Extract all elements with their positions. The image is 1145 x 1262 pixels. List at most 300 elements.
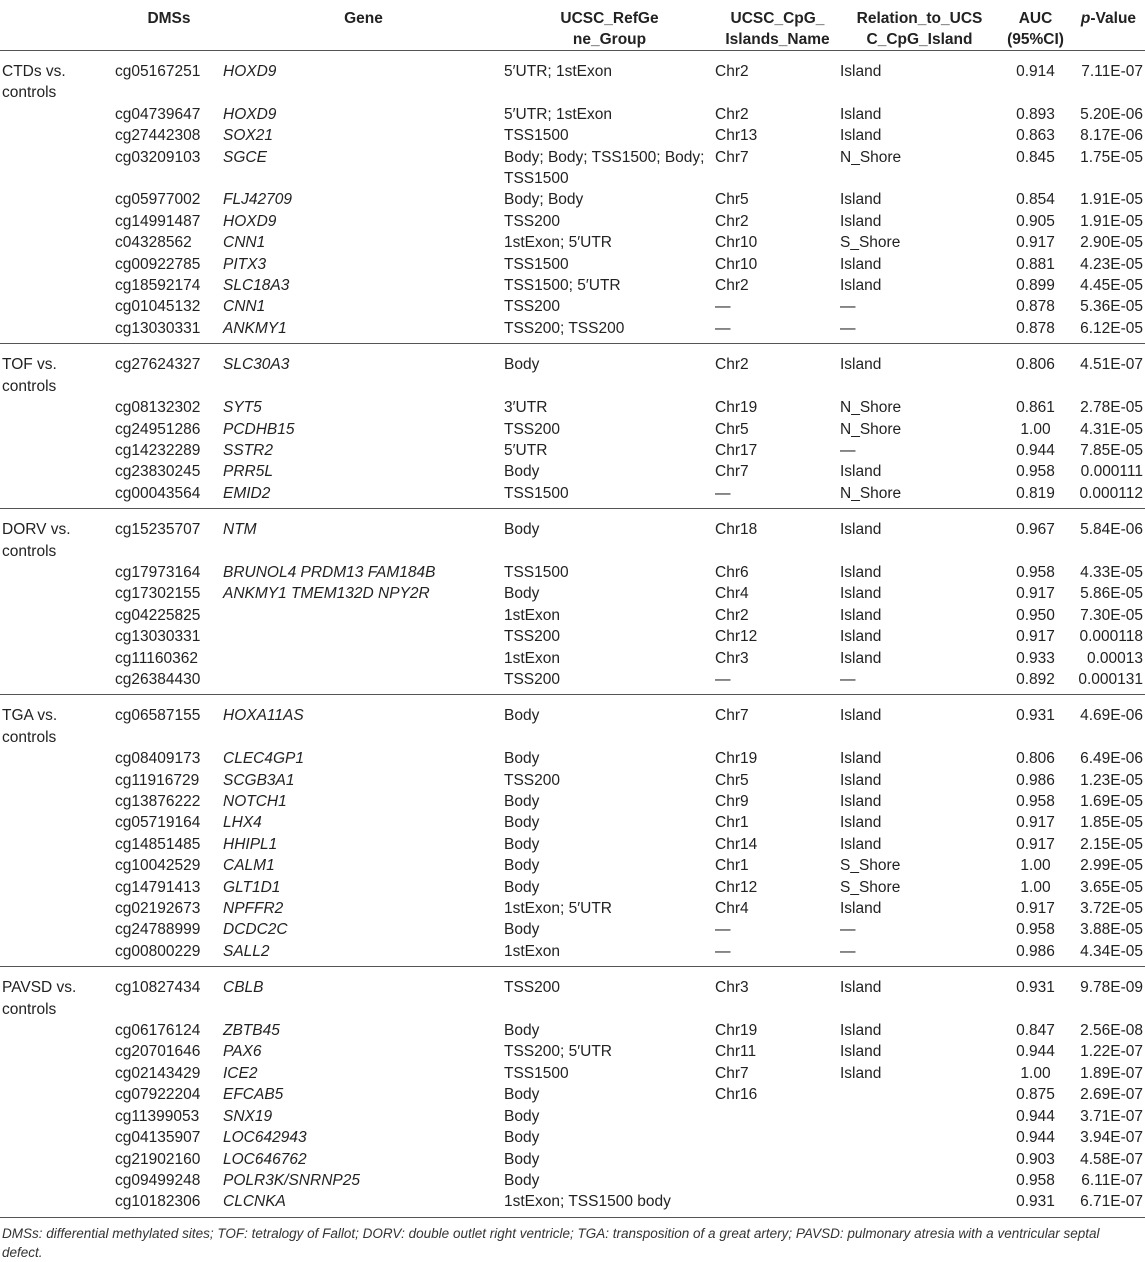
auc-value: 0.944: [1016, 1129, 1055, 1147]
cpg-island-name: Chr10: [715, 255, 758, 273]
refgene-group: Body; Body; TSS1500; Body; TSS1500: [504, 148, 705, 188]
auc-value: 0.914: [1016, 63, 1055, 80]
gene-name: CLCNKA: [223, 1193, 286, 1211]
island-relation: Island: [840, 750, 882, 768]
refgene-group: TSS200: [504, 298, 561, 316]
table-row: [0, 1170, 1145, 1191]
gene-name: CNN1: [223, 298, 266, 316]
dms-id: cg17973164: [115, 563, 201, 581]
cpg-island-name: —: [715, 319, 731, 337]
comparison-label: [0, 1149, 115, 1170]
cpg-island-name: Chr17: [715, 441, 758, 459]
gene-name: SNX19: [223, 1107, 273, 1125]
table-row: [0, 748, 1145, 769]
gene-name: NTM: [223, 521, 257, 539]
p-value: 1.89E-07: [1080, 1064, 1143, 1082]
p-value: 2.69E-07: [1080, 1086, 1143, 1104]
refgene-group: Body: [504, 1150, 540, 1168]
refgene-group: Body; Body: [504, 191, 584, 209]
auc-value: 0.903: [1016, 1150, 1055, 1168]
dms-id: cg06587155: [115, 707, 201, 725]
refgene-group: Body: [504, 1086, 540, 1104]
auc-value: 0.806: [1016, 750, 1055, 768]
island-relation: [840, 1106, 999, 1127]
comparison-label: [0, 583, 115, 604]
gene-name: SCGB3A1: [223, 771, 295, 789]
comparison-label: [0, 1191, 115, 1217]
table-row: [0, 211, 1145, 232]
auc-value: 0.931: [1016, 707, 1055, 725]
refgene-group: Body: [504, 814, 540, 832]
gene-name: HOXD9: [223, 105, 277, 123]
refgene-group: Body: [504, 1022, 540, 1040]
header-dms: DMSs: [147, 10, 191, 27]
refgene-group: Body: [504, 707, 540, 725]
comparison-label: [0, 562, 115, 583]
table-row: [0, 254, 1145, 275]
island-relation: Island: [840, 771, 882, 789]
cpg-island-name: Chr10: [715, 234, 758, 252]
dms-id: cg24788999: [115, 921, 201, 939]
auc-value: 0.917: [1016, 900, 1055, 918]
island-relation: N_Shore: [840, 148, 902, 166]
auc-value: 0.917: [1016, 835, 1055, 853]
auc-value: 0.958: [1016, 921, 1055, 939]
gene-name: POLR3K/SNRNP25: [223, 1171, 360, 1189]
dms-id: cg23830245: [115, 463, 201, 481]
table-row: [0, 344, 1145, 397]
table-row: [0, 1020, 1145, 1041]
table-row: [0, 419, 1145, 440]
cpg-island-name: Chr2: [715, 606, 749, 624]
island-relation: [840, 1127, 999, 1148]
island-relation: S_Shore: [840, 857, 901, 875]
gene-name: NOTCH1: [223, 793, 287, 810]
dms-id: cg27624327: [115, 356, 201, 374]
p-value: 2.99E-05: [1080, 857, 1143, 875]
cpg-island-name: Chr12: [715, 628, 758, 646]
dms-id: cg15235707: [115, 521, 201, 539]
island-relation: Island: [840, 835, 882, 853]
dms-id: cg26384430: [115, 670, 201, 688]
dms-id: cg11916729: [115, 771, 200, 789]
auc-value: 0.944: [1016, 1107, 1055, 1125]
table-row: [0, 1041, 1145, 1062]
refgene-group: TSS1500; 5′UTR: [504, 277, 621, 295]
island-relation: —: [840, 319, 856, 337]
refgene-group: TSS200: [504, 628, 561, 646]
table-row: [0, 877, 1145, 898]
comparison-label: [0, 791, 115, 812]
gene-name: DCDC2C: [223, 921, 288, 939]
table-row: [0, 1084, 1145, 1105]
island-relation: Island: [840, 1043, 882, 1061]
cpg-island-name: Chr16: [715, 1086, 758, 1104]
gene-name: ANKMY1 TMEM132D NPY2R: [223, 585, 430, 603]
table-row: [0, 770, 1145, 791]
comparison-label: [0, 648, 115, 669]
p-value: 4.58E-07: [1080, 1150, 1143, 1168]
gene-name: HOXD9: [223, 212, 277, 230]
cpg-island-name: —: [715, 921, 731, 939]
comparison-label: [0, 1170, 115, 1191]
p-value: 4.51E-07: [1080, 356, 1143, 374]
auc-value: 0.854: [1016, 191, 1055, 209]
p-value: 1.75E-05: [1080, 148, 1143, 166]
cpg-island-name: Chr7: [715, 148, 749, 166]
refgene-group: TSS1500: [504, 563, 569, 581]
refgene-group: 3′UTR: [504, 399, 548, 417]
island-relation: Island: [840, 356, 882, 374]
gene-name: CLEC4GP1: [223, 750, 304, 768]
cpg-island-name: —: [715, 670, 731, 688]
p-value: 1.91E-05: [1080, 191, 1143, 209]
refgene-group: Body: [504, 750, 540, 768]
dms-id: cg27442308: [115, 127, 201, 145]
island-relation: —: [840, 441, 856, 459]
dms-id: cg18592174: [115, 277, 201, 295]
table-row: [0, 1191, 1145, 1217]
p-value: 9.78E-09: [1080, 979, 1143, 997]
dms-id: cg14851485: [115, 835, 201, 853]
p-value: 2.15E-05: [1080, 835, 1143, 853]
comparison-label: [0, 748, 115, 769]
dms-id: cg05719164: [115, 814, 201, 832]
auc-value: 1.00: [1020, 878, 1051, 896]
auc-value: 0.847: [1016, 1022, 1055, 1040]
comparison-label: [0, 669, 115, 695]
cpg-island-name: Chr13: [715, 127, 758, 145]
gene-name: [223, 626, 504, 647]
p-value: 0.00013: [1086, 649, 1143, 667]
comparison-label: [0, 855, 115, 876]
refgene-group: TSS200: [504, 420, 561, 438]
table-row: [0, 51, 1145, 104]
cpg-island-name: Chr11: [715, 1043, 757, 1061]
p-value: 1.69E-05: [1080, 793, 1143, 810]
gene-name: PRR5L: [223, 463, 273, 481]
gene-name: CNN1: [223, 234, 266, 252]
refgene-group: Body: [504, 1107, 540, 1125]
comparison-label: [0, 147, 115, 190]
refgene-group: 1stExon; 5′UTR: [504, 900, 613, 918]
comparison-label: [0, 397, 115, 418]
table-row: [0, 605, 1145, 626]
comparison-group: [0, 509, 1145, 695]
auc-value: 0.967: [1016, 521, 1055, 539]
table-row: [0, 626, 1145, 647]
header-auc: AUC (95%CI): [1007, 10, 1064, 48]
cpg-island-name: Chr5: [715, 771, 749, 789]
island-relation: Island: [840, 463, 882, 481]
comparison-label: PAVSD vs. controls: [2, 979, 77, 1018]
refgene-group: Body: [504, 835, 540, 853]
dms-id: cg04739647: [115, 105, 201, 123]
dms-id: cg01045132: [115, 298, 201, 316]
cpg-island-name: Chr7: [715, 1064, 749, 1082]
cpg-island-name: Chr19: [715, 750, 758, 768]
header-p-value: p-Value: [1080, 10, 1137, 27]
table-row: [0, 919, 1145, 940]
p-value: 1.91E-05: [1080, 212, 1143, 230]
refgene-group: Body: [504, 878, 540, 896]
cpg-island-name: Chr7: [715, 707, 749, 725]
comparison-group: [0, 51, 1145, 344]
p-value: 0.000131: [1078, 670, 1143, 688]
table-row: [0, 834, 1145, 855]
dms-id: cg11160362: [115, 649, 199, 667]
comparison-label: [0, 104, 115, 125]
p-value: 4.34E-05: [1080, 942, 1143, 960]
cpg-island-name: Chr2: [715, 356, 749, 374]
island-relation: S_Shore: [840, 234, 901, 252]
table-row: [0, 104, 1145, 125]
refgene-group: TSS200; 5′UTR: [504, 1043, 613, 1061]
refgene-group: 1stExon: [504, 606, 561, 624]
comparison-group: [0, 344, 1145, 509]
gene-name: SLC18A3: [223, 277, 290, 295]
auc-value: 0.958: [1016, 1171, 1055, 1189]
dms-id: cg10042529: [115, 857, 201, 875]
p-value: 5.36E-05: [1080, 298, 1143, 316]
refgene-group: 1stExon: [504, 942, 561, 960]
island-relation: —: [840, 670, 856, 688]
comparison-label: [0, 605, 115, 626]
island-relation: [840, 1191, 999, 1217]
island-relation: [840, 1170, 999, 1191]
refgene-group: TSS1500: [504, 484, 569, 502]
comparison-label: [0, 211, 115, 232]
comparison-label: [0, 461, 115, 482]
auc-value: 0.986: [1016, 771, 1055, 789]
refgene-group: Body: [504, 857, 540, 875]
p-value: 3.94E-07: [1080, 1129, 1143, 1147]
island-relation: Island: [840, 1064, 882, 1082]
dms-id: cg02192673: [115, 900, 201, 918]
dms-id: cg14991487: [115, 212, 201, 230]
auc-value: 0.917: [1016, 234, 1055, 252]
island-relation: Island: [840, 1022, 882, 1040]
table-row: [0, 855, 1145, 876]
comparison-label: [0, 318, 115, 344]
table-row: [0, 232, 1145, 253]
gene-name: CBLB: [223, 979, 264, 997]
table-row: [0, 483, 1145, 509]
table-row: [0, 648, 1145, 669]
island-relation: N_Shore: [840, 484, 902, 502]
table-row: [0, 1127, 1145, 1148]
comparison-label: [0, 296, 115, 317]
p-value: 5.84E-06: [1080, 521, 1143, 539]
table-row: [0, 397, 1145, 418]
cpg-island-name: —: [715, 298, 731, 316]
table-row: [0, 695, 1145, 748]
refgene-group: Body: [504, 1129, 540, 1147]
auc-value: 0.917: [1016, 814, 1055, 832]
dms-id: cg00043564: [115, 484, 201, 502]
refgene-group: 5′UTR; 1stExon: [504, 63, 613, 80]
header-relation-to-island: Relation_to_UCS C_CpG_Island: [856, 10, 983, 48]
dms-id: cg00800229: [115, 942, 201, 960]
gene-name: HOXD9: [223, 63, 277, 80]
auc-value: 0.845: [1016, 148, 1055, 166]
cpg-island-name: Chr7: [715, 463, 749, 481]
refgene-group: Body: [504, 793, 540, 810]
island-relation: Island: [840, 563, 882, 581]
table-row: [0, 812, 1145, 833]
gene-name: SALL2: [223, 942, 270, 960]
cpg-island-name: Chr2: [715, 277, 749, 295]
header-comparison: [0, 0, 115, 51]
p-value: 4.31E-05: [1080, 420, 1143, 438]
gene-name: NPFFR2: [223, 900, 284, 918]
gene-name: ICE2: [223, 1064, 258, 1082]
auc-value: 1.00: [1020, 857, 1051, 875]
dms-id: cg00922785: [115, 255, 201, 273]
p-value: 2.78E-05: [1080, 399, 1143, 417]
p-value: 7.85E-05: [1080, 441, 1143, 459]
comparison-label: [0, 941, 115, 967]
cpg-island-name: Chr5: [715, 191, 749, 209]
cpg-island-name: Chr14: [715, 835, 758, 853]
island-relation: Island: [840, 585, 882, 603]
island-relation: Island: [840, 979, 882, 997]
island-relation: Island: [840, 212, 882, 230]
dms-id: cg04225825: [115, 606, 201, 624]
table-row: [0, 583, 1145, 604]
refgene-group: 5′UTR; 1stExon: [504, 105, 613, 123]
cpg-island-name: [715, 1191, 840, 1217]
p-value: 4.33E-05: [1080, 563, 1143, 581]
cpg-island-name: Chr6: [715, 563, 749, 581]
island-relation: Island: [840, 191, 882, 209]
auc-value: 0.875: [1016, 1086, 1055, 1104]
p-value: 2.56E-08: [1080, 1022, 1143, 1040]
comparison-label: TGA vs. controls: [2, 707, 58, 746]
header-refgene-group: UCSC_RefGe ne_Group: [560, 10, 659, 48]
dms-id: cg20701646: [115, 1043, 201, 1061]
refgene-group: TSS1500: [504, 1064, 569, 1082]
dms-id: cg05977002: [115, 191, 201, 209]
refgene-group: TSS1500: [504, 255, 569, 273]
dms-id: cg13876222: [115, 793, 201, 810]
refgene-group: 1stExon; TSS1500 body: [504, 1193, 671, 1211]
comparison-label: [0, 125, 115, 146]
gene-name: EMID2: [223, 484, 271, 502]
gene-name: [223, 669, 504, 695]
gene-name: EFCAB5: [223, 1086, 284, 1104]
cpg-island-name: Chr3: [715, 649, 749, 667]
gene-name: GLT1D1: [223, 878, 281, 896]
gene-name: [223, 605, 504, 626]
refgene-group: 1stExon; 5′UTR: [504, 234, 613, 252]
cpg-island-name: Chr19: [715, 1022, 758, 1040]
island-relation: [840, 1149, 999, 1170]
island-relation: [840, 1084, 999, 1105]
auc-value: 0.958: [1016, 793, 1055, 810]
p-value: 3.88E-05: [1080, 921, 1143, 939]
dms-id: cg17302155: [115, 585, 201, 603]
cpg-island-name: Chr4: [715, 585, 749, 603]
auc-value: 0.878: [1016, 319, 1055, 337]
dms-id: cg06176124: [115, 1022, 201, 1040]
gene-name: LOC646762: [223, 1150, 307, 1168]
gene-name: [223, 648, 504, 669]
comparison-label: [0, 275, 115, 296]
auc-value: 1.00: [1020, 420, 1051, 438]
dms-id: cg08409173: [115, 750, 201, 768]
island-relation: Island: [840, 277, 882, 295]
island-relation: Island: [840, 707, 882, 725]
dms-id: cg05167251: [115, 63, 201, 80]
comparison-label: [0, 834, 115, 855]
table-row: [0, 967, 1145, 1020]
comparison-label: TOF vs. controls: [2, 356, 57, 395]
refgene-group: TSS200: [504, 979, 561, 997]
comparison-label: [0, 1106, 115, 1127]
gene-name: PCDHB15: [223, 420, 295, 438]
gene-name: ANKMY1: [223, 319, 287, 337]
dms-id: cg14791413: [115, 878, 201, 896]
cpg-island-name: —: [715, 942, 731, 960]
auc-value: 0.905: [1016, 212, 1055, 230]
comparison-label: [0, 254, 115, 275]
comparison-label: [0, 1020, 115, 1041]
table-row: [0, 440, 1145, 461]
comparison-label: [0, 919, 115, 940]
dms-id: cg13030331: [115, 319, 201, 337]
auc-value: 0.944: [1016, 441, 1055, 459]
cpg-island-name: Chr2: [715, 212, 749, 230]
p-value: 6.12E-05: [1080, 319, 1143, 337]
p-value: 4.69E-06: [1080, 707, 1143, 725]
cpg-island-name: [715, 1149, 840, 1170]
island-relation: —: [840, 942, 856, 960]
dms-id: cg13030331: [115, 628, 201, 646]
p-value: 1.85E-05: [1080, 814, 1143, 832]
dms-id: cg21902160: [115, 1150, 201, 1168]
gene-name: HOXA11AS: [223, 707, 304, 725]
auc-value: 0.917: [1016, 585, 1055, 603]
table-row: [0, 941, 1145, 967]
cpg-island-name: [715, 1127, 840, 1148]
island-relation: N_Shore: [840, 399, 902, 417]
refgene-group: TSS200: [504, 212, 561, 230]
table-row: [0, 189, 1145, 210]
comparison-label: [0, 419, 115, 440]
island-relation: Island: [840, 814, 882, 832]
island-relation: Island: [840, 105, 882, 123]
gene-name: SYT5: [223, 399, 262, 417]
p-value: 3.71E-07: [1080, 1107, 1143, 1125]
island-relation: N_Shore: [840, 420, 902, 438]
p-value: 7.11E-07: [1081, 63, 1143, 80]
table-row: [0, 147, 1145, 190]
cpg-island-name: Chr12: [715, 878, 758, 896]
comparison-label: [0, 232, 115, 253]
p-value: 2.90E-05: [1080, 234, 1143, 252]
auc-value: 0.958: [1016, 463, 1055, 481]
table-row: [0, 296, 1145, 317]
auc-value: 0.950: [1016, 606, 1055, 624]
dms-id: cg10182306: [115, 1193, 201, 1211]
auc-value: 0.892: [1016, 670, 1055, 688]
cpg-island-name: Chr2: [715, 105, 749, 123]
island-relation: Island: [840, 63, 882, 80]
cpg-island-name: —: [715, 484, 731, 502]
island-relation: Island: [840, 127, 882, 145]
auc-value: 0.931: [1016, 1193, 1055, 1211]
